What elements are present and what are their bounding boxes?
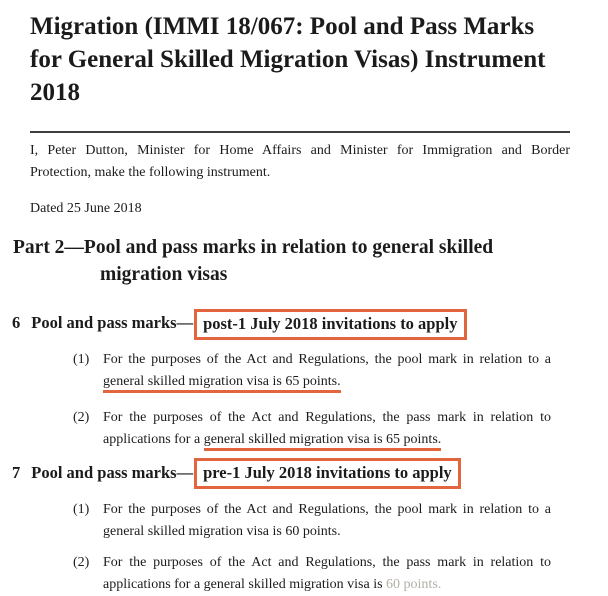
highlight-box: post-1 July 2018 invitations to apply	[194, 309, 466, 340]
subsection-item	[73, 552, 551, 596]
section-6-heading	[12, 308, 570, 340]
document-title-line: 2018	[30, 79, 80, 106]
section-heading-text: Pool and pass marks—	[31, 462, 194, 482]
subsection-number: (1)	[73, 351, 90, 367]
subsection-text-line: For the purposes of the Act and Regulations, the pool mark in relation to a	[103, 502, 551, 518]
intro-line: Protection, make the following instrument.	[30, 165, 271, 180]
underline-annotation: general skilled migration visa is 65 points.	[204, 432, 442, 451]
subsection-text-line	[103, 574, 551, 596]
highlight-box: pre-1 July 2018 invitations to apply	[194, 458, 461, 489]
section-7-heading	[12, 458, 570, 490]
section-number: 6	[12, 313, 21, 332]
section-heading-text: Pool and pass marks—	[31, 313, 194, 332]
faded-watermarked-text: 60 points.	[386, 577, 442, 593]
subsection-item	[73, 349, 551, 393]
section-number: 7	[12, 462, 21, 482]
intro-paragraph	[30, 140, 570, 184]
document-title	[30, 10, 570, 109]
subsection-text-line	[103, 371, 551, 393]
title-rule	[30, 131, 570, 133]
subsection-text-line	[103, 521, 551, 543]
subsection-text-line	[103, 429, 551, 451]
part-heading	[13, 234, 570, 288]
subsection-text-line: For the purposes of the Act and Regulations, the pass mark in relation to	[103, 409, 551, 425]
subsection-item	[73, 407, 551, 451]
subsection-item	[73, 499, 551, 543]
subsection-text-line: For the purposes of the Act and Regulations, the pass mark in relation to	[103, 555, 551, 571]
subsection-number: (2)	[73, 555, 90, 571]
subsection-text: general skilled migration visa is 60 points.	[103, 524, 341, 540]
document-title-line: Migration (IMMI 18/067: Pool and Pass Marks	[30, 13, 535, 40]
subsection-text: applications for a	[103, 431, 204, 447]
part-heading-line: Part 2—Pool and pass marks in relation to general skilled	[13, 237, 494, 258]
underline-annotation: general skilled migration visa is 65 points.	[103, 374, 341, 393]
intro-line: I, Peter Dutton, Minister for Home Affairs and Minister for Immigration and Border	[30, 143, 570, 158]
dated-line: Dated 25 June 2018	[30, 201, 142, 216]
subsection-text-line: For the purposes of the Act and Regulations, the pool mark in relation to a	[103, 351, 551, 367]
subsection-number: (2)	[73, 409, 90, 425]
document-title-line: for General Skilled Migration Visas) Instrument	[30, 46, 546, 73]
subsection-number: (1)	[73, 502, 90, 518]
part-heading-line: migration visas	[100, 264, 228, 285]
subsection-text: applications for a general skilled migration visa is	[103, 577, 387, 593]
